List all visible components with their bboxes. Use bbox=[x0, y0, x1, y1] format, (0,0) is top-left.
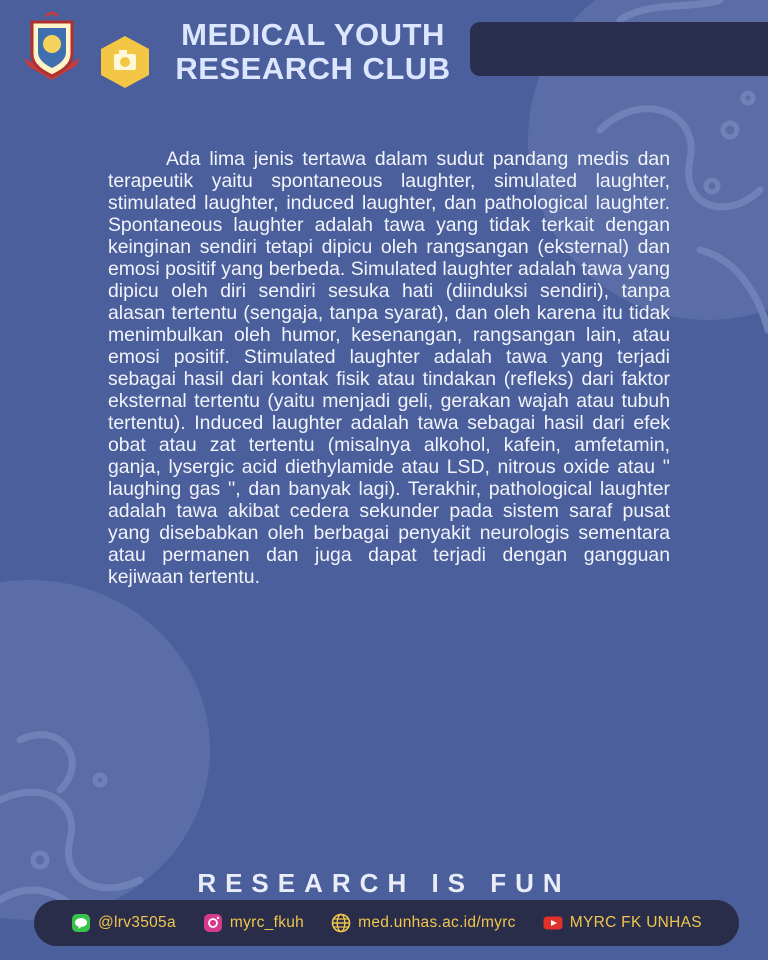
instagram-handle: myrc_fkuh bbox=[229, 914, 305, 931]
line-app-icon bbox=[71, 913, 91, 933]
social-footer bbox=[34, 900, 739, 946]
university-crest-logo bbox=[16, 12, 88, 84]
instagram-icon bbox=[203, 913, 223, 933]
footer-line-contact[interactable] bbox=[71, 913, 176, 933]
header bbox=[0, 0, 768, 110]
footer-youtube[interactable] bbox=[543, 913, 702, 933]
youtube-icon bbox=[543, 913, 563, 933]
header-accent-bar bbox=[470, 22, 768, 76]
article-paragraph: Ada lima jenis tertawa dalam sudut pandang medis dan terapeutik yaitu spontaneous laughter, simulated laughter, stimulated laughter, induced laughter, dan pathological laughter. Spontaneous laughter adalah tawa yang tidak terkait dengan keinginan sendiri tetapi dipicu oleh rangsangan (eksternal) dan emosi positif yang berbeda. Simulated laughter adalah tawa yang dipicu oleh diri sendiri sesuka hati (diinduksi sendiri), tanpa alasan tertentu (sengaja, tanpa syarat), dan oleh karena itu tidak menimbulkan oleh humor, kesenangan, rangsangan lain, atau emosi positif. Stimulated laughter adalah tawa yang terjadi sebagai hasil dari kontak fisik atau tindakan (refleks) dari faktor eksternal tertentu (yaitu menjadi geli, gerakan wajah atau tubuh tertentu). Induced laughter adalah tawa sebagai hasil dari efek obat atau zat tertentu (misalnya alkohol, kafein, amfetamin, ganja, lysergic acid diethylamide atau LSD, nitrous oxide atau '' laughing gas '', dan banyak lagi). Terakhir, pathological laughter adalah tawa akibat cedera sekunder pada sistem saraf pusat yang disebabkan oleh berbagai penyakit neurologis sementara atau permanen dan juga dapat terjadi dengan gangguan kejiwaan tertentu. bbox=[108, 148, 670, 588]
youtube-channel: MYRC FK UNHAS bbox=[569, 914, 702, 931]
footer-instagram[interactable] bbox=[203, 913, 304, 933]
globe-icon bbox=[331, 913, 351, 933]
tagline: RESEARCH IS FUN bbox=[197, 868, 571, 898]
line-handle: @lrv3505a bbox=[98, 914, 176, 931]
footer-website[interactable] bbox=[331, 913, 516, 933]
website-url: med.unhas.ac.id/myrc bbox=[358, 914, 516, 931]
club-title-line2: RESEARCH CLUB bbox=[175, 51, 451, 86]
club-title-line1: MEDICAL YOUTH bbox=[181, 17, 445, 52]
club-title bbox=[168, 18, 458, 86]
club-logo-icon bbox=[97, 34, 153, 90]
